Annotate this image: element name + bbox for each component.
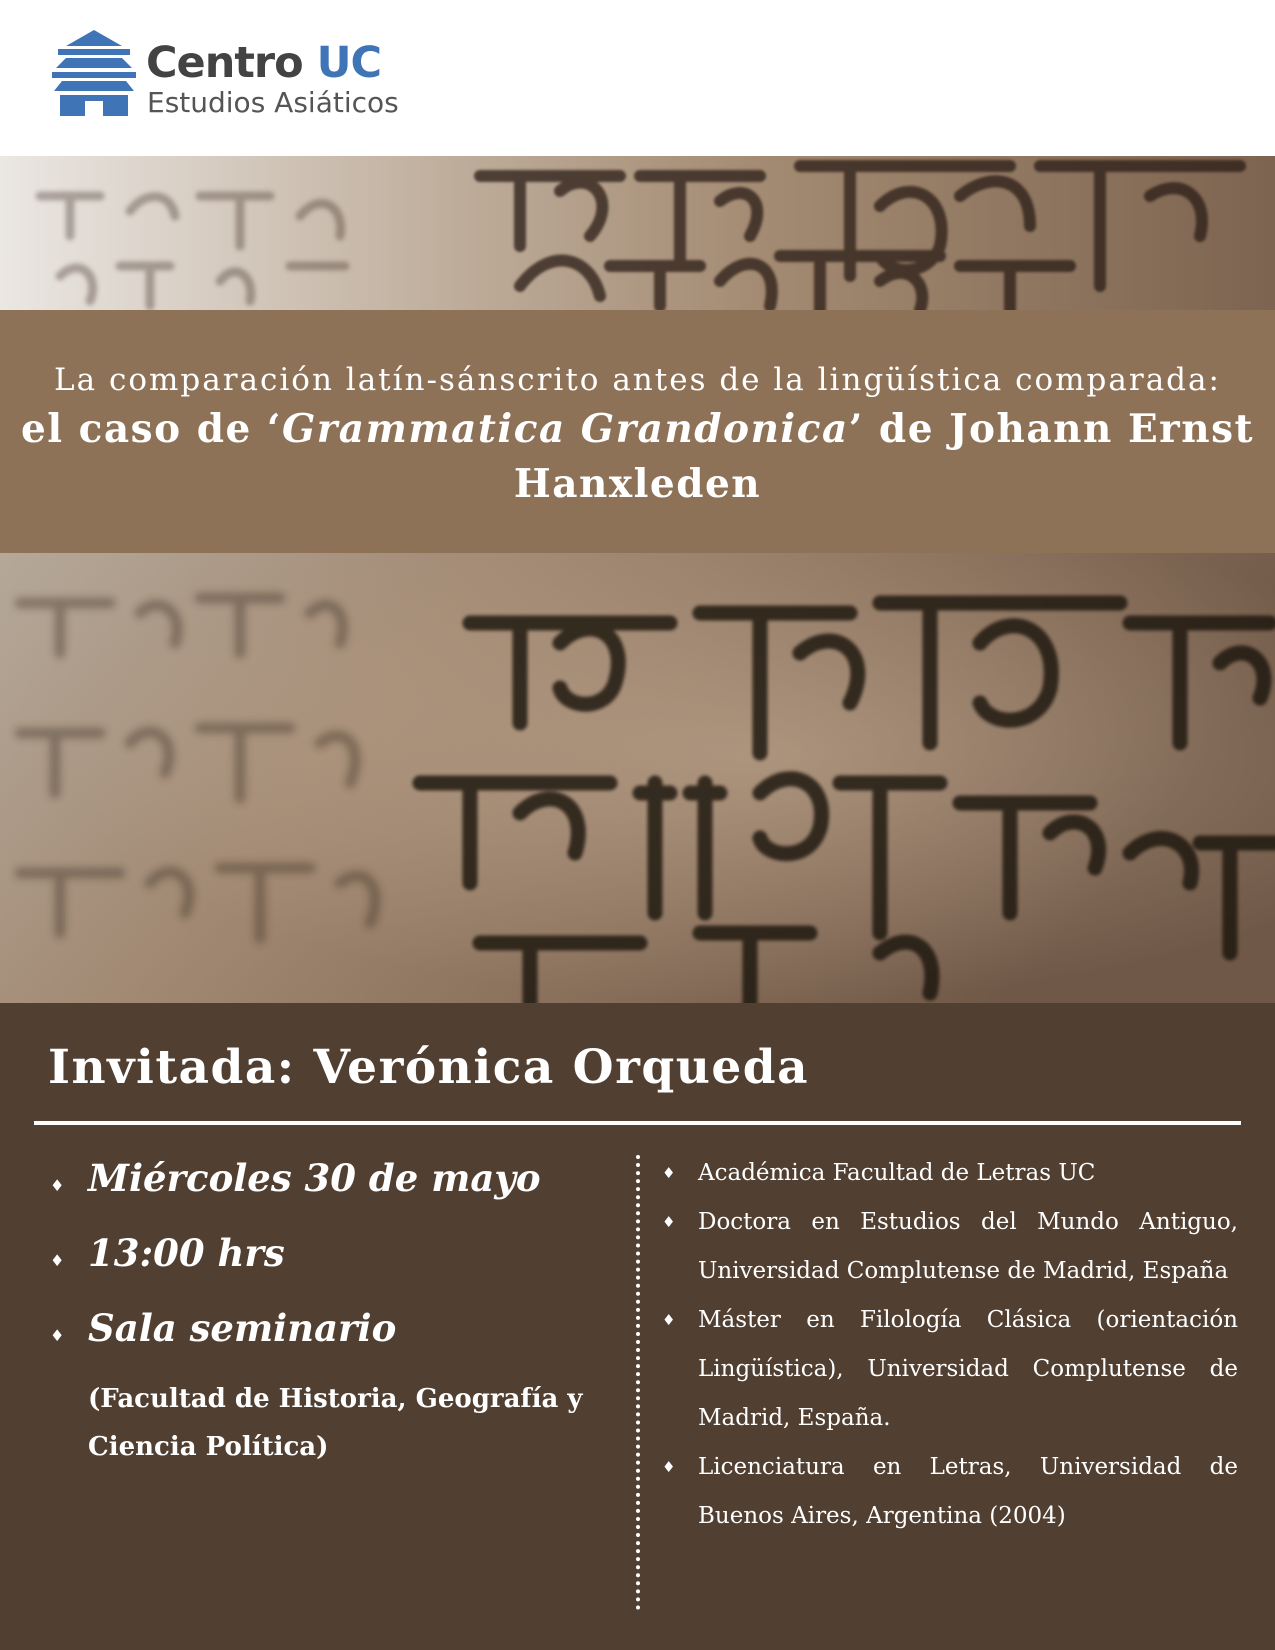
event-title-line1: La comparación latín-sánscrito antes de la lingüística comparada: [54, 362, 1221, 398]
diamond-bullet-icon: ♦ [50, 1326, 65, 1345]
credential-item: ♦ Licenciatura en Letras, Universidad de Buenos Aires, Argentina (2004) [660, 1443, 1238, 1541]
stone-inscription-image [0, 553, 1275, 1003]
credential-item: ♦ Máster en Filología Clásica (orientación Lingüística), Universidad Complutense de Madrid, España. [660, 1296, 1238, 1443]
diamond-bullet-icon: ♦ [50, 1251, 65, 1270]
stone-inscription-image-top [0, 156, 1275, 310]
diamond-bullet-icon: ♦ [662, 1311, 676, 1329]
column-divider [636, 1155, 640, 1610]
book-title: Grammatica Grandonica [281, 406, 849, 452]
event-time: 13:00 hrs [88, 1231, 285, 1275]
logo-subtitle: Estudios Asiáticos [147, 86, 399, 119]
guest-speaker: Invitada: Verónica Orqueda [48, 1040, 810, 1095]
logo-title: Centro UC [146, 38, 382, 88]
diamond-bullet-icon: ♦ [662, 1458, 676, 1476]
pagoda-icon [52, 30, 136, 116]
credential-item: ♦ Doctora en Estudios del Mundo Antiguo, Universidad Complutense de Madrid, España [660, 1198, 1238, 1296]
credentials-list [660, 1149, 1238, 1541]
title-band [0, 310, 1275, 553]
event-date: Miércoles 30 de mayo [88, 1156, 541, 1200]
diamond-bullet-icon: ♦ [50, 1176, 65, 1195]
venue-detail: (Facultad de Historia, Geografía y Ciencia Política) [88, 1384, 583, 1462]
diamond-bullet-icon: ♦ [662, 1213, 676, 1231]
event-title-line2: el caso de ‘Grammatica Grandonica’ de Johann Ernst Hanxleden [20, 406, 1255, 507]
diamond-bullet-icon: ♦ [662, 1164, 676, 1182]
event-venue: Sala seminario [88, 1306, 397, 1350]
credential-item: ♦ Académica Facultad de Letras UC [660, 1149, 1238, 1198]
divider-line [34, 1121, 1241, 1125]
header [0, 0, 1275, 156]
